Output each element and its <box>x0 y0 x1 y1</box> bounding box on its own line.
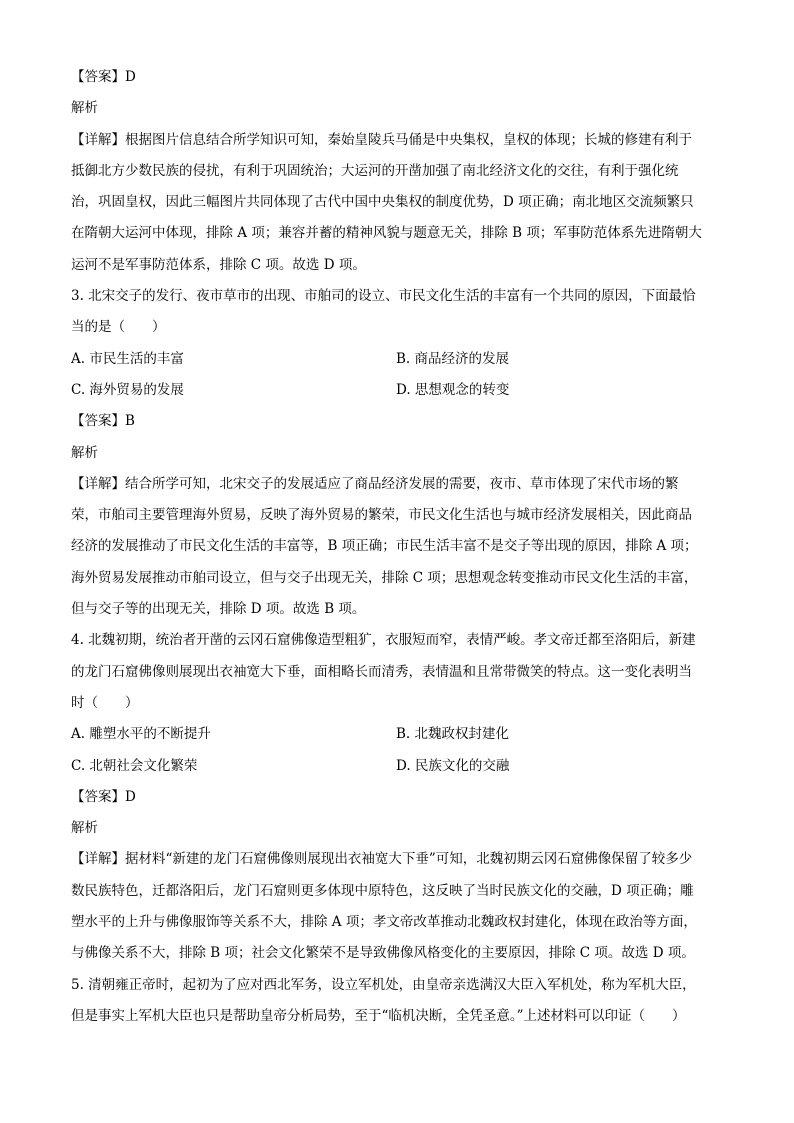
analysis-label: 解析 <box>71 444 98 461</box>
text-line: 塑水平的上升与佛像服饰等关系不大，排除 A 项；孝文帝改革推动北魏政权封建化，体现在政治等方面， <box>71 914 697 931</box>
option-item: D. 思想观念的转变 <box>396 381 510 398</box>
option-item: C. 海外贸易的发展 <box>71 381 184 398</box>
text-line: 【详解】结合所学可知，北宋交子的发展适应了商品经济发展的需要，夜市、草市体现了宋代市场的繁 <box>71 475 679 492</box>
text-line: 与佛像关系不大，排除 B 项；社会文化繁荣不是导致佛像风格变化的主要原因，排除 C 项。故选 D 项。 <box>71 945 695 962</box>
option-item: A. 雕塑水平的不断提升 <box>71 726 211 743</box>
answer-line: 【答案】D <box>71 788 136 805</box>
text-line: 海外贸易发展推动市舶司设立，但与交子出现无关，排除 C 项；思想观念转变推动市民文化生活的丰富， <box>71 569 698 586</box>
text-line: 的龙门石窟佛像则展现出衣袖宽大下垂，面相略长而清秀，表情温和且常带微笑的特点。这一变化表明当 <box>71 663 692 680</box>
answer-line: 【答案】B <box>71 413 135 430</box>
text-line: 经济的发展推动了市民文化生活的丰富等，B 项正确；市民生活丰富不是交子等出现的原因，排除 A 项； <box>71 538 698 555</box>
option-row <box>71 375 731 406</box>
text-paragraph <box>71 970 731 1033</box>
text-line: 但是事实上军机大臣也只是帮助皇帝分析局势，至于“临机决断，全凭圣意。”上述材料可以印证（ ） <box>71 1007 686 1024</box>
text-line: 抵御北方少数民族的侵扰，有利于巩固统治；大运河的开凿加强了南北经济文化的交往，有利于强化统 <box>71 162 679 179</box>
option-row <box>71 719 731 750</box>
option-item: B. 北魏政权封建化 <box>396 726 510 743</box>
option-row <box>71 344 731 375</box>
text-line: 5. 清朝雍正帝时，起初为了应对西北军务，设立军机处，由皇帝亲选满汉大臣入军机处，称为军机大臣， <box>71 976 696 993</box>
text-line: 3. 北宋交子的发行、夜市草市的出现、市舶司的设立、市民文化生活的丰富有一个共同的原因，下面最恰 <box>71 288 696 305</box>
text-paragraph <box>71 469 731 625</box>
text-line: 荣，市舶司主要管理海外贸易，反映了海外贸易的繁荣，市民文化生活也与城市经济发展相关，因此商品 <box>71 507 692 524</box>
analysis-label: 解析 <box>71 820 98 837</box>
text-paragraph <box>71 844 731 969</box>
text-paragraph <box>71 281 731 344</box>
analysis-label: 解析 <box>71 100 98 117</box>
text-line: 运河不是军事防范体系，排除 C 项。故选 D 项。 <box>71 256 366 273</box>
text-line: 治，巩固皇权，因此三幅图片共同体现了古代中国中央集权的制度优势，D 项正确；南北地区交流频繁只 <box>71 194 694 211</box>
text-line: 时（ ） <box>71 694 139 711</box>
option-item: B. 商品经济的发展 <box>396 350 510 367</box>
option-row <box>71 751 731 782</box>
document-content <box>71 62 731 1032</box>
text-line: 当的是（ ） <box>71 319 166 336</box>
option-item: D. 民族文化的交融 <box>396 757 510 774</box>
text-line: 【详解】据材料“新建的龙门石窟佛像则展现出衣袖宽大下垂”可知，北魏初期云冈石窟佛像保留了较多少 <box>71 851 693 868</box>
answer-line: 【答案】D <box>71 69 136 85</box>
text-line: 【详解】根据图片信息结合所学知识可知，秦始皇陵兵马俑是中央集权，皇权的体现；长城的修建有利于 <box>71 131 692 148</box>
text-line: 但与交子等的出现无关，排除 D 项。故选 B 项。 <box>71 601 366 618</box>
option-item: A. 市民生活的丰富 <box>71 350 184 367</box>
text-line: 4. 北魏初期，统治者开凿的云冈石窟佛像造型粗犷，衣服短而窄，表情严峻。孝文帝迁都至洛阳后，新建 <box>71 632 696 649</box>
text-line: 在隋朝大运河中体现，排除 A 项；兼容并蓄的精神风貌与题意无关，排除 B 项；军事防范体系先进隋朝大 <box>71 225 702 242</box>
text-line: 数民族特色，迁都洛阳后，龙门石窟则更多体现中原特色，这反映了当时民族文化的交融，D 项正确；雕 <box>71 882 694 899</box>
text-paragraph <box>71 625 731 719</box>
text-paragraph <box>71 125 731 281</box>
option-item: C. 北朝社会文化繁荣 <box>71 757 198 774</box>
